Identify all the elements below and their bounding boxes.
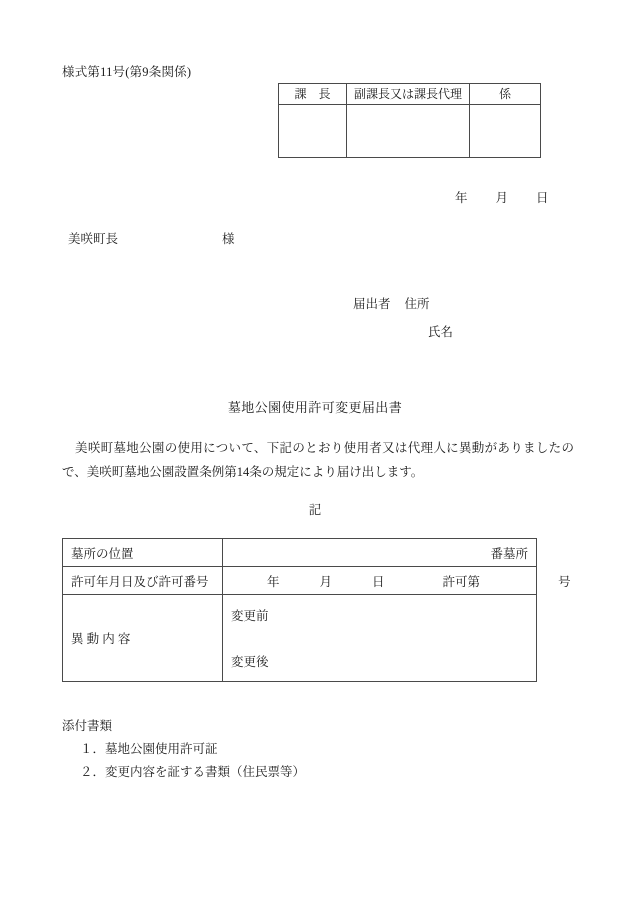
change-before-label: 変更前 [231,609,269,623]
submitter-label: 届出者 [353,297,391,311]
ki-marker: 記 [308,503,322,517]
date-year-label: 年 [455,191,468,205]
approval-header-deputy-chief: 副課長又は課長代理 [347,84,470,105]
approval-stamp-table [278,83,541,158]
date-day-label: 日 [536,191,549,205]
permit-number-prefix: 許可第 [442,574,481,589]
value-change-content[interactable] [223,595,537,682]
attachments-title: 添付書類 [62,719,113,733]
addressee-name: 美咲町長 [68,232,119,246]
form-number: 様式第11号(第9条関係) [62,65,192,79]
addressee-honorific: 様 [222,232,235,246]
label-grave-location: 墓所の位置 [63,539,223,567]
approval-header-clerk: 係 [470,84,541,105]
submitter-address-label: 住所 [404,297,430,311]
table-row-grave-location [63,539,537,567]
submission-date-line [455,188,549,206]
attachments-block [62,715,305,784]
approval-value-section-chief[interactable] [279,105,347,158]
submitter-address-row [353,290,453,318]
submitter-block [353,290,453,346]
approval-value-row [279,105,541,158]
permit-day-label: 日 [372,574,385,589]
date-month-label: 月 [495,191,509,205]
document-title: 墓地公園使用許可変更届出書 [227,400,403,415]
value-grave-location[interactable]: 番墓所 [223,539,537,567]
submitter-name-row [353,318,453,346]
approval-value-clerk[interactable] [470,105,541,158]
label-permit-date-number: 許可年月日及び許可番号 [63,567,223,595]
label-change-content: 異 動 内 容 [63,595,223,682]
document-body-text: 美咲町墓地公園の使用について、下記のとおり使用者又は代理人に異動がありましたので、美咲町墓地公園設置条例第14条の規定により届け出します。 [62,441,574,479]
approval-header-section-chief: 課 長 [279,84,347,105]
approval-value-deputy-chief[interactable] [347,105,470,158]
list-item: １．墓地公園使用許可証 [80,742,218,756]
submitter-name-label: 氏名 [428,325,454,339]
approval-header-row [279,84,541,105]
list-item: ２．変更内容を証する書類（住民票等） [80,765,306,779]
attachments-list [62,738,305,784]
value-permit-date-number[interactable] [223,567,571,595]
change-after-label: 変更後 [231,655,269,669]
permit-year-label: 年 [267,574,280,589]
permit-number-suffix: 号 [558,574,571,589]
table-row-permit-date-number [63,567,537,595]
addressee-line [68,229,235,247]
table-row-change-content [63,595,537,682]
main-form-table [62,538,571,682]
permit-month-label: 月 [319,574,333,589]
